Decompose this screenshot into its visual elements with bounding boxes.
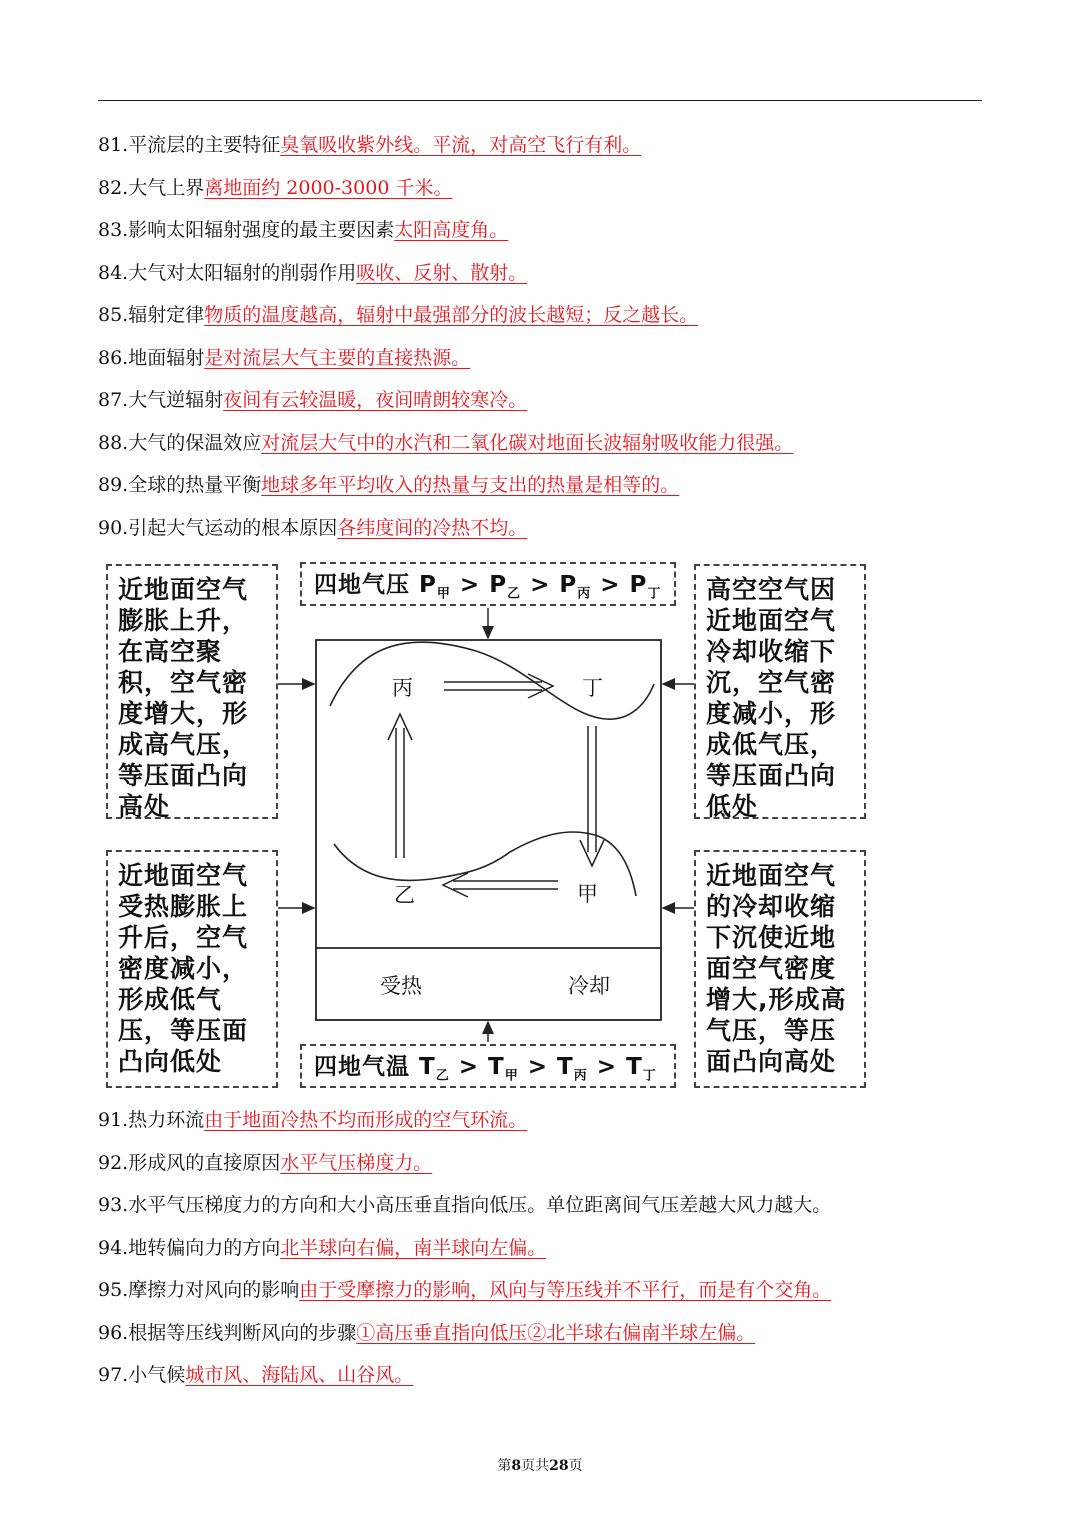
answer-text: 地球多年平均收入的热量与支出的热量是相等的。 <box>261 474 680 496</box>
question-stem: 影响太阳辐射强度的最主要因素 <box>128 219 395 241</box>
question-stem: 小气候 <box>128 1364 186 1386</box>
caption-symbol: P <box>559 572 578 598</box>
question-number: 93. <box>98 1194 129 1216</box>
upper-isobar <box>330 642 654 719</box>
page-footer: 第8页共28页 <box>497 1458 583 1474</box>
answer-text: ①高压垂直指向低压②北半球右偏南半球左偏。 <box>356 1321 756 1344</box>
label-heated: 受热 <box>380 974 422 998</box>
caption-symbol: T <box>626 1054 643 1080</box>
answer-text: 北半球向右偏，南半球向左偏。 <box>280 1236 547 1259</box>
question-number: 89. <box>98 474 129 496</box>
caption-subscript: 甲 <box>436 586 451 602</box>
caption-subscript: 乙 <box>435 1068 450 1084</box>
answer-text: 太阳高度角。 <box>394 219 509 241</box>
question-item <box>98 422 998 465</box>
caption-subscript: 丙 <box>573 1068 588 1084</box>
caption-prefix: 四地气压 <box>314 572 420 598</box>
question-stem: 大气上界 <box>128 176 205 199</box>
question-number: 86. <box>98 346 129 369</box>
caption-subscript: 丁 <box>642 1068 657 1084</box>
question-stem: 大气对太阳辐射的削弱作用 <box>128 261 357 284</box>
question-stem: 形成风的直接原因 <box>128 1151 281 1174</box>
caption-subscript: 乙 <box>507 586 522 602</box>
answer-text: 由于地面冷热不均而形成的空气环流。 <box>204 1109 528 1131</box>
answer-text: 离地面约 2000-3000 千米。 <box>204 176 453 199</box>
question-list-top <box>98 124 998 549</box>
caption-symbol: T <box>419 1054 436 1080</box>
question-number: 82. <box>98 176 129 199</box>
question-number: 84. <box>98 261 129 284</box>
thermal-circulation-diagram <box>98 556 878 1096</box>
question-stem: 地面辐射 <box>128 346 205 369</box>
question-number: 96. <box>98 1321 129 1344</box>
greater-than-sign: > <box>591 572 630 598</box>
circulation-frame <box>316 640 661 1020</box>
greater-than-sign: > <box>518 1054 558 1080</box>
note-right-top: 高空空气因近地面空气冷却收缩下沉，空气密度减小，形成低气压，等压面凸向低处 <box>694 564 866 819</box>
question-item <box>98 209 998 252</box>
greater-than-sign: > <box>521 572 560 598</box>
question-item <box>98 294 998 337</box>
question-item <box>98 337 998 380</box>
question-item <box>98 167 998 210</box>
question-stem: 平流层的主要特征 <box>128 134 281 156</box>
greater-than-sign: > <box>587 1054 627 1080</box>
answer-text: 城市风、海陆风、山谷风。 <box>185 1364 414 1386</box>
caption-symbol: P <box>419 572 437 598</box>
answer-text: 各纬度间的冷热不均。 <box>337 516 528 539</box>
answer-text: 由于受摩擦力的影响，风向与等压线并不平行，而是有个交角。 <box>299 1279 832 1301</box>
caption-symbol: P <box>489 572 508 598</box>
question-item <box>98 1269 998 1312</box>
answer-text: 臭氧吸收紫外线。平流，对高空飞行有利。 <box>280 134 642 156</box>
question-item <box>98 1099 998 1142</box>
question-item <box>98 252 998 295</box>
label-jia: 甲 <box>577 882 598 906</box>
question-number: 92. <box>98 1151 129 1174</box>
greater-than-sign: > <box>450 572 490 598</box>
question-item <box>98 1354 998 1397</box>
question-stem: 大气的保温效应 <box>128 431 262 454</box>
arrow-right-head <box>580 840 604 866</box>
question-number: 94. <box>98 1236 129 1259</box>
caption-symbol: T <box>557 1054 574 1080</box>
question-list-bottom <box>98 1099 998 1397</box>
question-stem: 地转偏向力的方向 <box>128 1236 281 1259</box>
diagram-drawing <box>98 556 878 1096</box>
greater-than-sign: > <box>449 1054 489 1080</box>
question-stem: 根据等压线判断风向的步骤 <box>128 1321 357 1344</box>
question-number: 87. <box>98 389 129 411</box>
caption-symbol: T <box>488 1054 505 1080</box>
answer-text: 对流层大气中的水汽和二氧化碳对地面长波辐射吸收能力很强。 <box>261 431 794 454</box>
caption-subscript: 丁 <box>647 586 662 602</box>
note-left-top: 近地面空气膨胀上升，在高空聚积，空气密度增大，形成高气压，等压面凸向高处 <box>106 564 278 819</box>
question-number: 95. <box>98 1279 129 1301</box>
question-number: 81. <box>98 134 129 156</box>
label-cooled: 冷却 <box>568 974 610 998</box>
question-number: 91. <box>98 1109 129 1131</box>
question-number: 88. <box>98 431 129 454</box>
caption-subscript: 甲 <box>504 1068 519 1084</box>
label-yi: 乙 <box>394 883 415 907</box>
question-number: 90. <box>98 516 129 539</box>
question-number: 97. <box>98 1364 129 1386</box>
question-stem: 热力环流 <box>128 1109 205 1131</box>
answer-text: 夜间有云较温暖，夜间晴朗较寒冷。 <box>223 389 528 411</box>
question-stem: 大气逆辐射 <box>128 389 224 411</box>
question-item <box>98 1312 998 1355</box>
question-item <box>98 1184 998 1227</box>
question-stem: 水平气压梯度力的方向和大小高压垂直指向低压。单位距离间气压差越大风力越大。 <box>128 1194 832 1216</box>
question-item <box>98 124 998 167</box>
question-item <box>98 507 998 550</box>
answer-text: 吸收、反射、散射。 <box>356 261 528 284</box>
label-ding: 丁 <box>582 676 603 700</box>
caption-subscript: 丙 <box>577 586 592 602</box>
note-left-bottom: 近地面空气受热膨胀上升后，空气密度减小，形成低气压，等压面凸向低处 <box>106 850 278 1088</box>
answer-text: 物质的温度越高，辐射中最强部分的波长越短；反之越长。 <box>204 304 699 326</box>
question-stem: 全球的热量平衡 <box>128 474 262 496</box>
question-stem: 辐射定律 <box>128 304 205 326</box>
question-stem: 引起大气运动的根本原因 <box>128 516 338 539</box>
question-stem: 摩擦力对风向的影响 <box>128 1279 300 1301</box>
question-item <box>98 1227 998 1270</box>
label-bing: 丙 <box>392 676 413 700</box>
arrow-left-head <box>388 714 412 740</box>
question-item <box>98 464 998 507</box>
answer-text: 水平气压梯度力。 <box>280 1151 433 1174</box>
header-rule <box>98 100 982 101</box>
answer-text: 是对流层大气主要的直接热源。 <box>204 346 471 369</box>
question-number: 83. <box>98 219 129 241</box>
caption-prefix: 四地气温 <box>314 1054 420 1080</box>
question-number: 85. <box>98 304 129 326</box>
question-item <box>98 1142 998 1185</box>
caption-symbol: P <box>629 572 648 598</box>
note-right-bottom: 近地面空气的冷却收缩下沉使近地面空气密度增大,形成高气压，等压面凸向高处 <box>694 850 866 1088</box>
question-item <box>98 379 998 422</box>
